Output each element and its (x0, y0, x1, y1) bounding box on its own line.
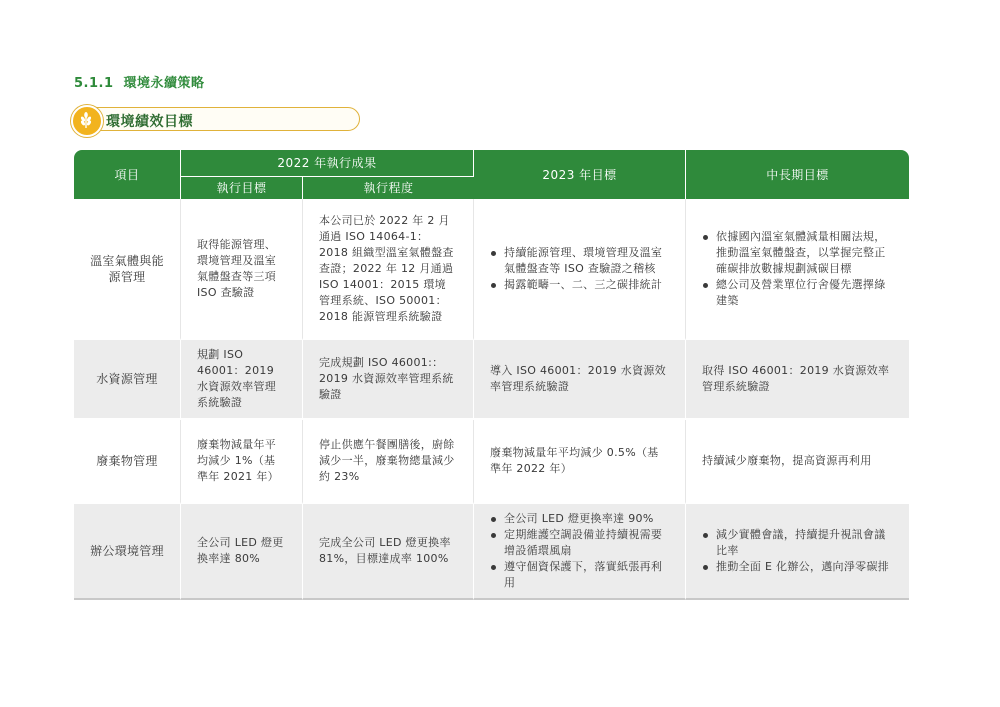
row-long-term (686, 504, 909, 600)
list-item: 揭露範疇一、二、三之碳排統計 (490, 277, 669, 293)
row-exec-degree: 完成全公司 LED 燈更換率 81%，目標達成率 100% (303, 504, 474, 600)
list-item: 全公司 LED 燈更換率達 90% (490, 511, 669, 527)
header-item: 項目 (74, 150, 181, 199)
row-2023-target: 廢棄物減量年平均減少 0.5%（基準年 2022 年） (474, 420, 686, 504)
section-title: 環境永續策略 (123, 76, 205, 91)
row-exec-target: 規劃 ISO 46001：2019 水資源效率管理系統驗證 (181, 340, 303, 420)
header-exec-target: 執行目標 (181, 176, 303, 199)
row-item: 辦公環境管理 (74, 504, 181, 600)
wheat-icon (71, 105, 103, 137)
row-long-term: 取得 ISO 46001：2019 水資源效率管理系統驗證 (686, 340, 909, 420)
row-item: 廢棄物管理 (74, 420, 181, 504)
row-exec-degree: 停止供應午餐團膳後，廚餘減少一半，廢棄物總量減少約 23% (303, 420, 474, 504)
row-exec-target: 全公司 LED 燈更換率達 80% (181, 504, 303, 600)
row-item: 溫室氣體與能源管理 (74, 199, 181, 340)
table-row (74, 504, 909, 600)
list-item: 遵守個資保護下，落實紙張再利用 (490, 559, 669, 591)
header-2022-results: 2022 年執行成果 (181, 150, 474, 176)
row-long-term: 持續減少廢棄物，提高資源再利用 (686, 420, 909, 504)
row-exec-degree: 本公司已於 2022 年 2 月通過 ISO 14064-1：2018 組織型溫室氣體盤查查證；2022 年 12 月通過 ISO 14001：2015 環境管理系統、ISO 50001：2018 能源管理系統驗證 (303, 199, 474, 340)
list-item: 依據國內溫室氣體減量相關法規，推動溫室氣體盤查，以掌握完整正確碳排放數據規劃減碳目標 (702, 229, 893, 277)
row-exec-target: 廢棄物減量年平均減少 1%（基準年 2021 年） (181, 420, 303, 504)
row-exec-target: 取得能源管理、環境管理及溫室氣體盤查等三項 ISO 查驗證 (181, 199, 303, 340)
row-2023-target: 導入 ISO 46001：2019 水資源效率管理系統驗證 (474, 340, 686, 420)
list-item: 定期維護空調設備並持續視需要增設循環風扇 (490, 527, 669, 559)
list-item: 總公司及營業單位行舍優先選擇綠建築 (702, 277, 893, 309)
header-long-term: 中長期目標 (686, 150, 909, 199)
table-row (74, 340, 909, 420)
row-long-term (686, 199, 909, 340)
subsection-title: 環境績效目標 (106, 114, 193, 130)
row-item: 水資源管理 (74, 340, 181, 420)
environmental-targets-table (74, 150, 909, 600)
row-2023-target (474, 504, 686, 600)
header-exec-degree: 執行程度 (303, 176, 474, 199)
row-2023-target (474, 199, 686, 340)
section-number: 5.1.1 (74, 76, 114, 91)
row-exec-degree: 完成規劃 ISO 46001:：2019 水資源效率管理系統驗證 (303, 340, 474, 420)
table-row (74, 420, 909, 504)
list-item: 持續能源管理、環境管理及溫室氣體盤查等 ISO 查驗證之稽核 (490, 245, 669, 277)
list-item: 減少實體會議，持續提升視訊會議比率 (702, 527, 893, 559)
list-item: 推動全面 E 化辦公，邁向淨零碳排 (702, 559, 893, 575)
table-row (74, 199, 909, 340)
header-2023-target: 2023 年目標 (474, 150, 686, 199)
section-heading (74, 72, 205, 91)
subsection-banner (72, 107, 360, 131)
